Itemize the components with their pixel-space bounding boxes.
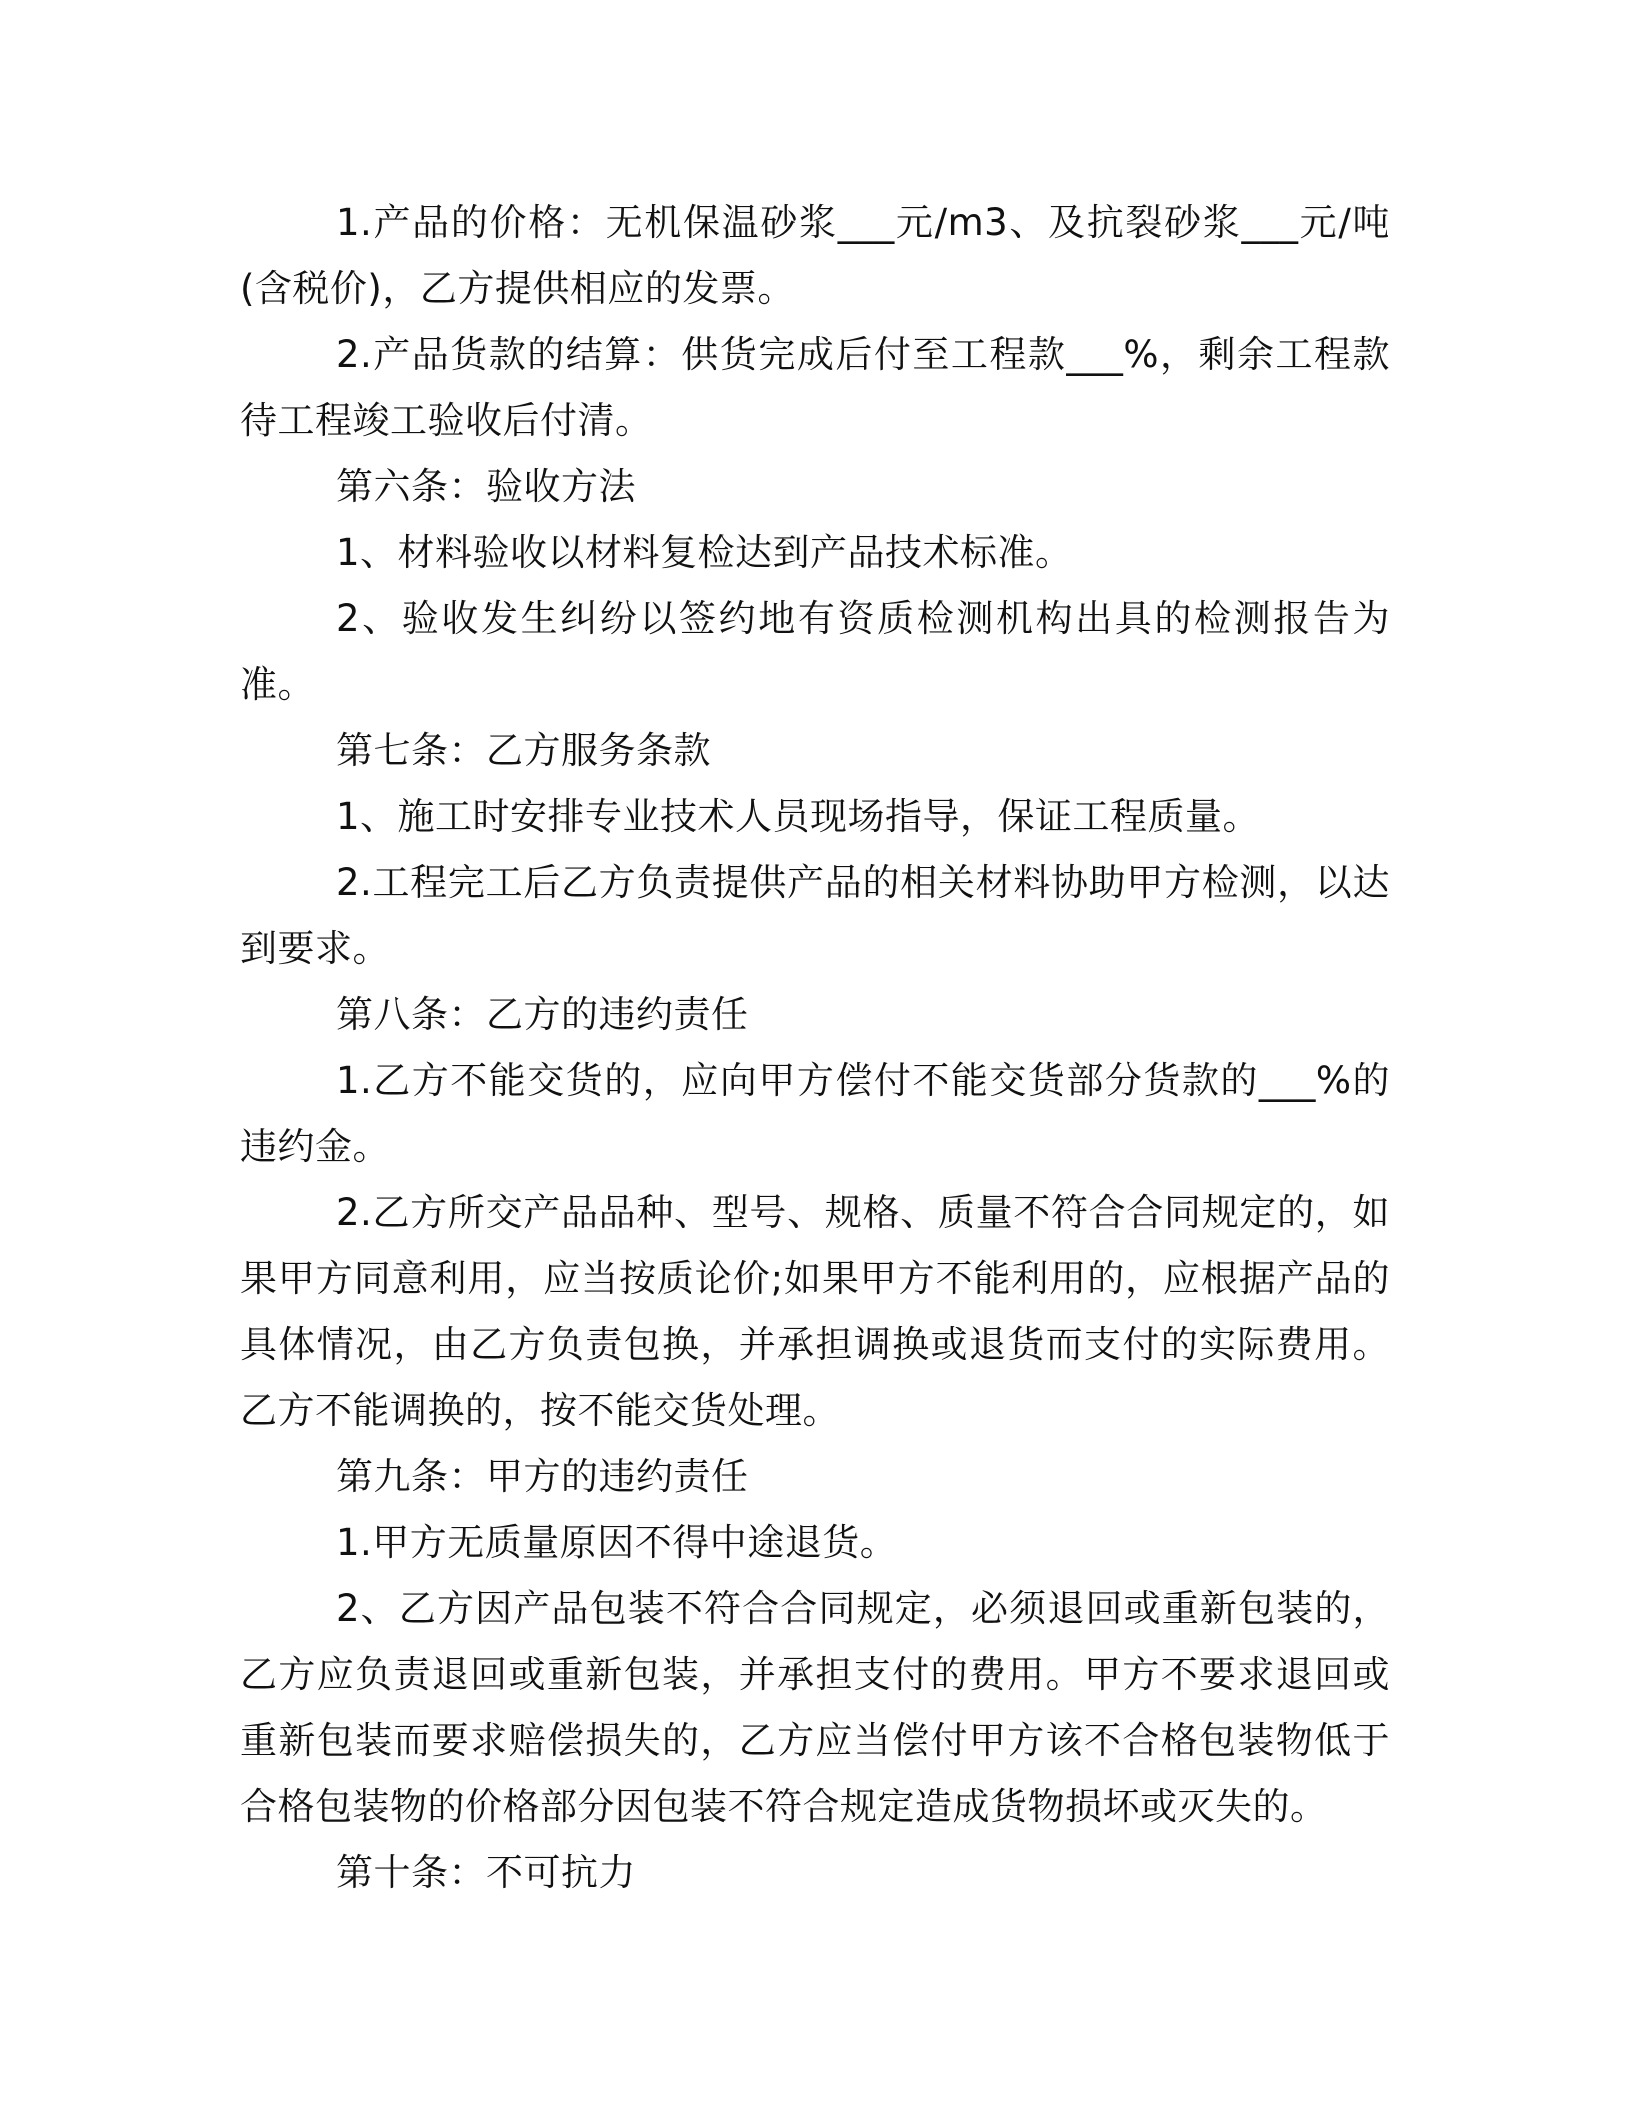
paragraph-seller-breach-2: 2.乙方所交产品品种、型号、规格、质量不符合合同规定的，如果甲方同意利用，应当按质论价;如果甲方不能利用的，应根据产品的具体情况，由乙方负责包换，并承担调换或退货而支付的实际费用。乙方不能调换的，按不能交货处理。 (240, 1191, 1390, 1432)
paragraph-buyer-breach-2: 2、乙方因产品包装不符合合同规定，必须退回或重新包装的，乙方应负责退回或重新包装，并承担支付的费用。甲方不要求退回或重新包装而要求赔偿损失的，乙方应当偿付甲方该不合格包装物低于合格包装物的价格部分因包装不符合规定造成货物损坏或灭失的。 (240, 1587, 1390, 1828)
article-10-heading: 第十条：不可抗力 (336, 1851, 636, 1894)
paragraph-acceptance-2: 2、验收发生纠纷以签约地有资质检测机构出具的检测报告为准。 (240, 597, 1390, 706)
paragraph-buyer-breach-1: 1.甲方无质量原因不得中途退货。 (336, 1521, 898, 1564)
paragraph-service-1: 1、施工时安排专业技术人员现场指导，保证工程质量。 (336, 795, 1261, 838)
paragraph-settlement: 2.产品货款的结算：供货完成后付至工程款___%，剩余工程款待工程竣工验收后付清。 (240, 333, 1390, 442)
paragraph-service-2: 2.工程完工后乙方负责提供产品的相关材料协助甲方检测，以达到要求。 (240, 861, 1390, 970)
paragraph-acceptance-1: 1、材料验收以材料复检达到产品技术标准。 (336, 531, 1073, 574)
paragraph-price: 1.产品的价格：无机保温砂浆___元/m3、及抗裂砂浆___元/吨(含税价)，乙方提供相应的发票。 (240, 201, 1390, 310)
document-body (240, 190, 1390, 1906)
article-9-heading: 第九条：甲方的违约责任 (336, 1455, 749, 1498)
article-6-heading: 第六条：验收方法 (336, 465, 636, 508)
article-7-heading: 第七条：乙方服务条款 (336, 729, 711, 772)
article-8-heading: 第八条：乙方的违约责任 (336, 993, 749, 1036)
paragraph-seller-breach-1: 1.乙方不能交货的，应向甲方偿付不能交货部分货款的___%的违约金。 (240, 1059, 1390, 1168)
